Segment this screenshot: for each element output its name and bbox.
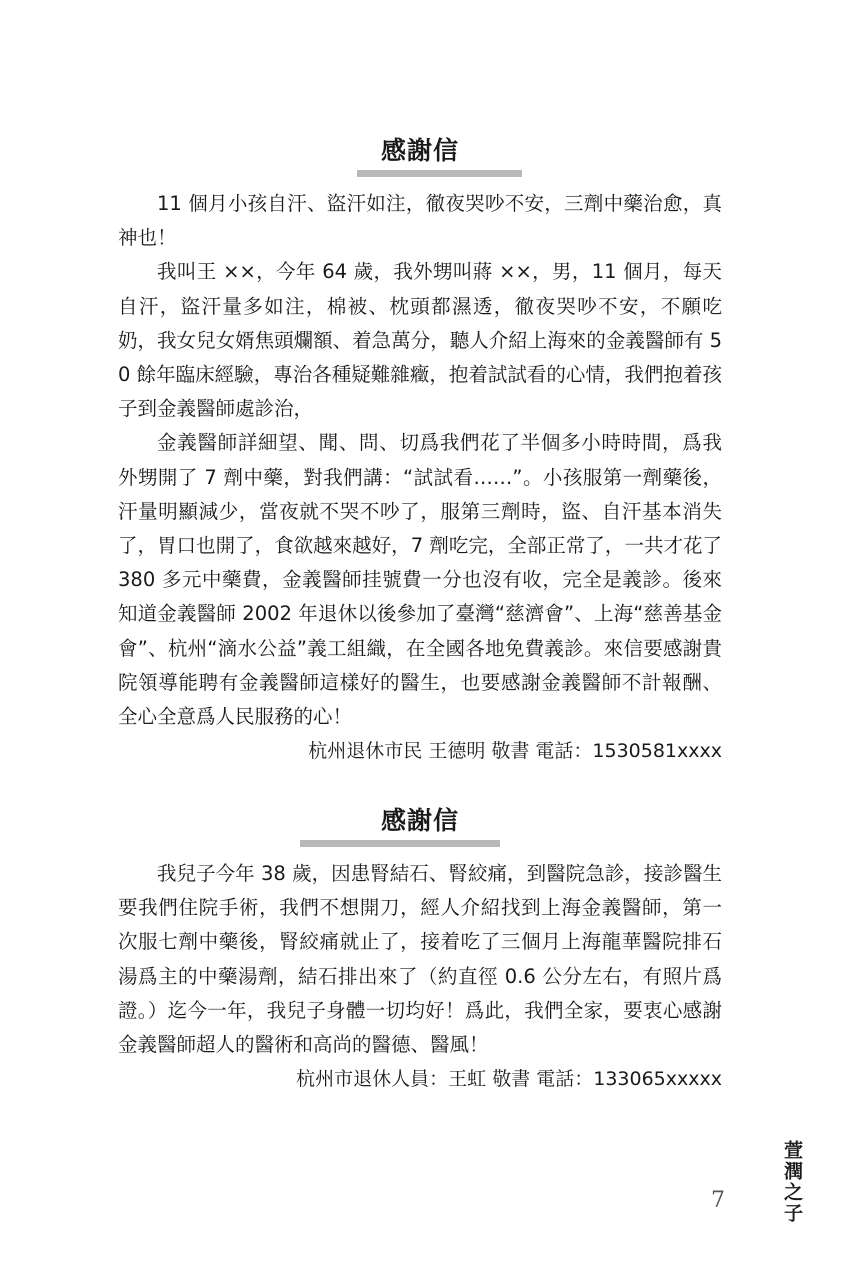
title-underline [357,170,522,177]
page-number: 7 [711,1188,725,1213]
title-underline [300,840,500,847]
letter-1-heading [118,134,722,177]
letter-1-paragraph: 11 個月小孩自汗、盜汗如注，徹夜哭吵不安，三劑中藥治愈，真神也！ [118,192,722,250]
letter-1-title: 感謝信 [380,136,459,165]
letter-2-paragraph: 我兒子今年 38 歲，因患腎結石、腎絞痛，到醫院急診，接診醫生要我們住院手術，我們不想開刀，經人介紹找到上海金義醫師，第一次服七劑中藥後，腎絞痛就止了，接着吃了三個月上海龍華醫院排石湯爲主的中藥湯劑，結石排出來了（約直徑 0.6 公分左右，有照片爲證。）迄今一年，我兒子身體一切均好！爲此，我們全家，要衷心感謝金義醫師超人的醫術和高尚的醫德、醫風！ [118,862,722,1057]
letter-1-signature: 杭州退休市民 王德明 敬書 電話：1530581xxxx [308,740,722,763]
letter-2-title: 感謝信 [380,806,459,835]
letter-1-paragraph: 金義醫師詳細望、聞、問、切爲我們花了半個多小時時間，爲我外甥開了 7 劑中藥，對我們講：“試試看……”。小孩服第一劑藥後，汗量明顯減少，當夜就不哭不吵了，服第三劑時，盜、自汗基本消失了，胃口也開了，食欲越來越好，7 劑吃完，全部正常了，一共才花了 380 多元中藥費，金義醫師挂號費一分也沒有收，完全是義診。後來知道金義醫師 2002 年退休以後參加了臺灣“慈濟會”、上海“慈善基金會”、杭州“滴水公益”義工組織，在全國各地免費義診。來信要感謝貴院領導能聘有金義醫師這樣好的醫生，也要感謝金義醫師不計報酬、全心全意爲人民服務的心！ [118,431,722,729]
letter-1 [118,134,722,768]
side-tab-label: 萱潤之子 [781,1140,803,1224]
letter-2 [118,804,722,1096]
letter-1-paragraph: 我叫王 ××，今年 64 歲，我外甥叫蔣 ××，男，11 個月，每天自汗，盜汗量多如注，棉被、枕頭都濕透，徹夜哭吵不安，不願吃奶，我女兒女婿焦頭爛額、着急萬分，聽人介紹上海來的金義醫師有 50 餘年臨床經驗，專治各種疑難雜癥，抱着試試看的心情，我們抱着孩子到金義醫師處診治， [118,260,722,421]
letter-2-signature: 杭州市退休人員：王虹 敬書 電話：133065xxxxx [296,1068,722,1091]
letter-2-heading [118,804,722,847]
